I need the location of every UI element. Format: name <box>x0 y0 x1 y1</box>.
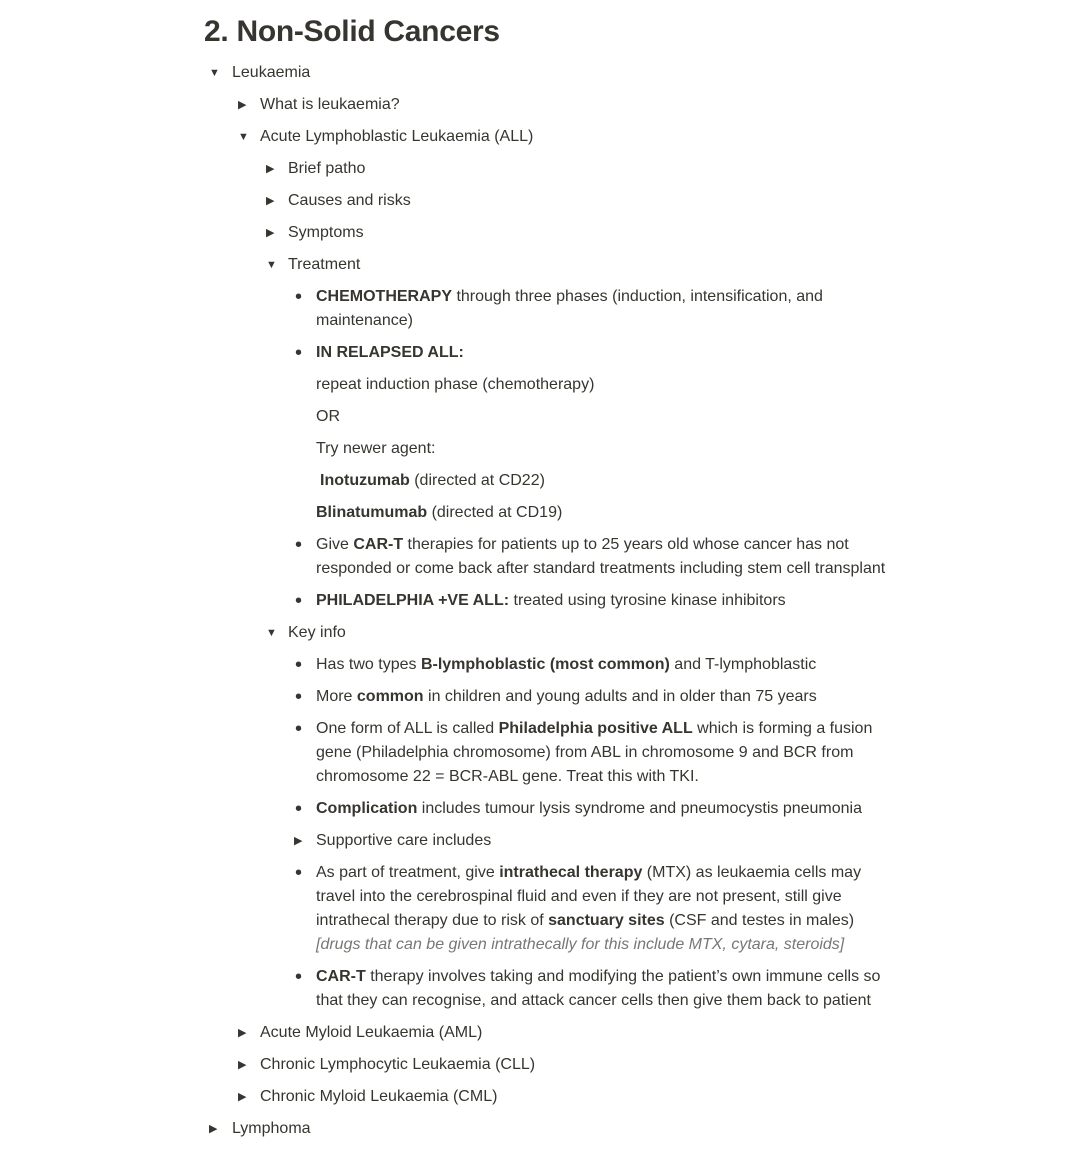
bullet-dot-icon: • <box>295 966 303 988</box>
bold-term: IN RELAPSED ALL: <box>316 344 464 361</box>
triangle-down-icon[interactable]: ▼ <box>266 259 277 271</box>
toggle-label: Acute Myloid Leukaemia (AML) <box>260 1024 483 1041</box>
bullet-dot-icon: • <box>295 342 303 364</box>
toggle-label: Brief patho <box>288 160 366 177</box>
bold-term: common <box>356 688 424 705</box>
bold-term: CAR-T <box>316 968 366 985</box>
bold-term: B-lymphoblastic (most common) <box>420 656 670 673</box>
paragraph-text <box>320 469 545 493</box>
triangle-right-icon[interactable]: ▶ <box>238 1091 247 1103</box>
paragraph-text <box>316 501 562 525</box>
bullet-text <box>316 341 464 365</box>
paragraph-text: OR <box>316 408 340 425</box>
toggle-label: Leukaemia <box>232 64 311 81</box>
bullet-dot-icon: • <box>295 718 303 740</box>
toggle-label: What is leukaemia? <box>260 96 400 113</box>
bullet-dot-icon: • <box>295 862 303 884</box>
bullet-text <box>316 589 786 613</box>
bold-term: CAR-T <box>353 536 404 553</box>
bold-term: Complication <box>316 800 418 817</box>
bullet-dot-icon: • <box>295 686 303 708</box>
text-run: (MTX) as leukaemia cells may travel into the cerebrospinal fluid and even if they are not present, still give intrathecal therapy due to risk of <box>316 864 862 929</box>
text-run: in children and young adults and in older than 75 years <box>423 688 817 705</box>
bold-term: Philadelphia positive ALL <box>498 720 693 737</box>
triangle-down-icon[interactable]: ▼ <box>209 67 220 79</box>
text-run: therapy involves taking and modifying the patient’s own immune cells so that they can recognise, and attack cancer cells then give them back to patient <box>316 968 881 1009</box>
triangle-right-icon[interactable]: ▶ <box>238 1027 247 1039</box>
bullet-text <box>316 797 862 821</box>
toggle-label: Chronic Myloid Leukaemia (CML) <box>260 1088 498 1105</box>
bullet-dot-icon: • <box>295 534 303 556</box>
italic-note: [drugs that can be given intrathecally for this include MTX, cytara, steroids] <box>316 936 845 953</box>
triangle-down-icon[interactable]: ▼ <box>238 131 249 143</box>
text-run: More <box>316 688 357 705</box>
page-title: 2. Non-Solid Cancers <box>204 15 500 48</box>
triangle-right-icon[interactable]: ▶ <box>266 227 275 239</box>
toggle-label: Treatment <box>288 256 361 273</box>
text-run: Has two types <box>316 656 421 673</box>
bullet-dot-icon: • <box>295 654 303 676</box>
bullet-text <box>316 965 901 1013</box>
paragraph-text: Try newer agent: <box>316 440 436 457</box>
toggle-label: Supportive care includes <box>316 832 492 849</box>
bold-term: intrathecal therapy <box>499 864 643 881</box>
text-run: includes tumour lysis syndrome and pneumocystis pneumonia <box>417 800 863 817</box>
bullet-text <box>316 685 817 709</box>
triangle-right-icon[interactable]: ▶ <box>209 1123 218 1135</box>
bold-term: CHEMOTHERAPY <box>316 288 453 305</box>
triangle-right-icon[interactable]: ▶ <box>238 99 247 111</box>
triangle-down-icon[interactable]: ▼ <box>266 627 277 639</box>
toggle-label: Symptoms <box>288 224 364 241</box>
bold-term: PHILADELPHIA +VE ALL: <box>316 592 510 609</box>
triangle-right-icon[interactable]: ▶ <box>266 195 275 207</box>
text-run: which is forming a fusion gene (Philadelphia chromosome) from ABL in chromosome 9 and BCR from chromosome 22 = BCR-ABL gene. Treat this with TKI. <box>316 720 873 785</box>
bullet-dot-icon: • <box>295 590 303 612</box>
bullet-dot-icon: • <box>295 286 303 308</box>
text-run: One form of ALL is called <box>316 720 499 737</box>
bullet-text <box>316 861 896 957</box>
toggle-label: Chronic Lymphocytic Leukaemia (CLL) <box>260 1056 536 1073</box>
text-run: therapies for patients up to 25 years old whose cancer has not responded or come back after standard treatments including stem cell transplant <box>316 536 886 577</box>
text-run: through three phases (induction, intensification, and maintenance) <box>316 288 823 329</box>
triangle-right-icon[interactable]: ▶ <box>266 163 275 175</box>
text-run: (directed at CD22) <box>409 472 545 489</box>
toggle-label: Key info <box>288 624 346 641</box>
triangle-right-icon[interactable]: ▶ <box>294 835 303 847</box>
text-run: (directed at CD19) <box>427 504 563 521</box>
paragraph-text: repeat induction phase (chemotherapy) <box>316 376 595 393</box>
toggle-label: Causes and risks <box>288 192 411 209</box>
bold-term: sanctuary sites <box>548 912 665 929</box>
text-run: and T-lymphoblastic <box>669 656 817 673</box>
bold-term: Inotuzumab <box>320 472 410 489</box>
text-run: treated using tyrosine kinase inhibitors <box>509 592 786 609</box>
text-run: (CSF and testes in males) <box>664 912 855 929</box>
triangle-right-icon[interactable]: ▶ <box>238 1059 247 1071</box>
bullet-dot-icon: • <box>295 798 303 820</box>
text-run: As part of treatment, give <box>316 864 500 881</box>
text-run: Give <box>316 536 354 553</box>
bullet-text <box>316 285 916 333</box>
bullet-text <box>316 533 916 581</box>
bold-term: Blinatumumab <box>316 504 428 521</box>
toggle-label: Acute Lymphoblastic Leukaemia (ALL) <box>260 128 534 145</box>
bullet-text <box>316 717 881 789</box>
toggle-label: Lymphoma <box>232 1120 311 1137</box>
bullet-text <box>316 653 816 677</box>
